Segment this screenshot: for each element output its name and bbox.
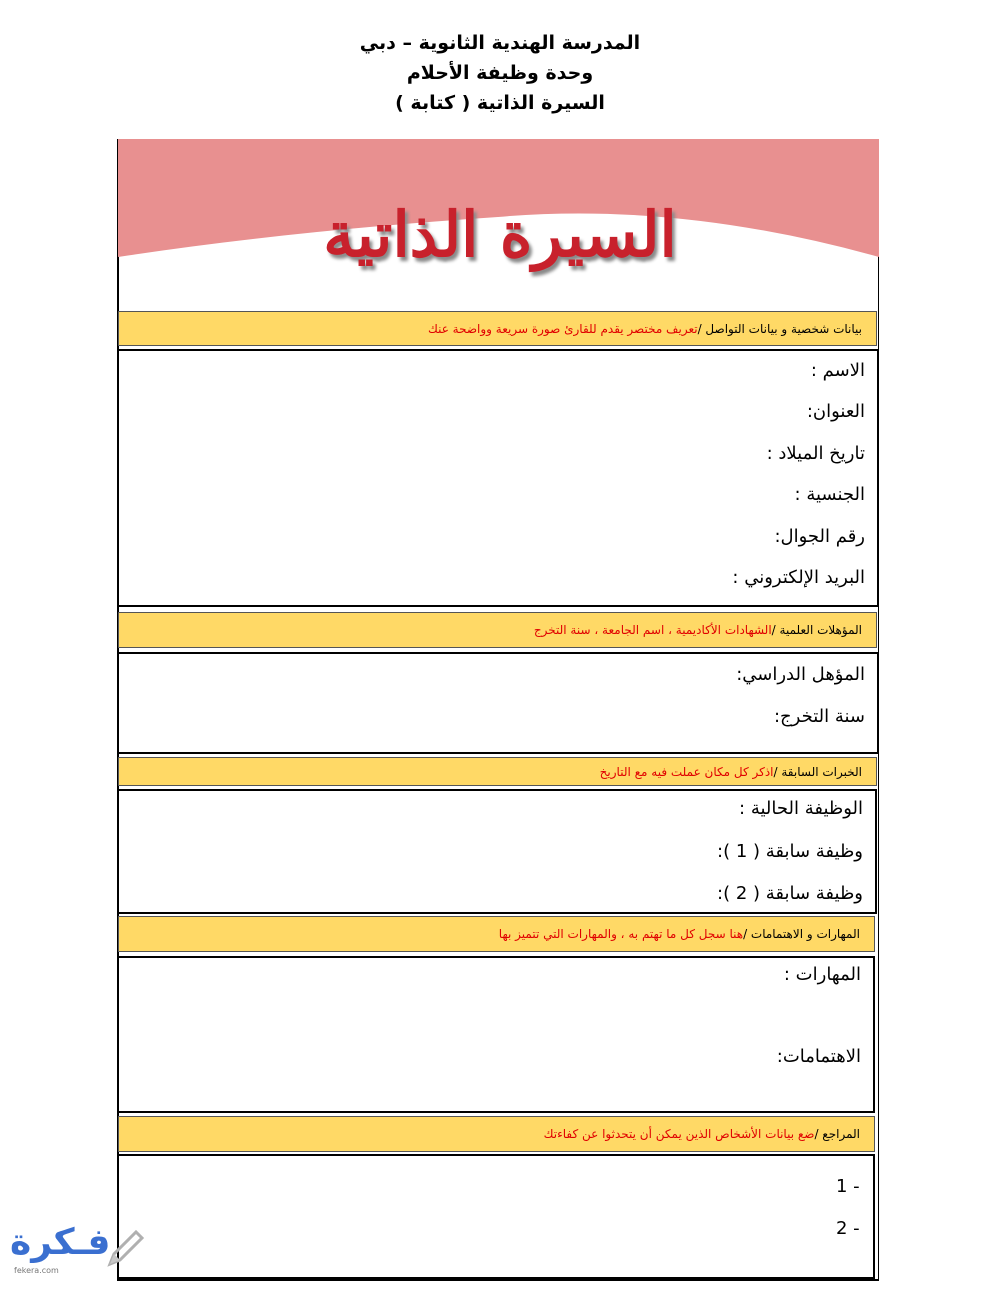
field-nationality[interactable]: الجنسية : — [794, 484, 865, 505]
site-logo — [4, 1222, 154, 1282]
section-bar-references — [118, 1116, 875, 1152]
field-interests[interactable]: الاهتمامات: — [776, 1046, 861, 1067]
field-degree[interactable]: المؤهل الدراسي: — [736, 664, 865, 685]
field-previous-job-2[interactable]: وظيفة سابقة ( 2 ): — [717, 883, 863, 904]
field-address[interactable]: العنوان: — [806, 401, 865, 422]
logo-subtext: fekera.com — [14, 1266, 59, 1275]
field-email[interactable]: البريد الإلكتروني : — [732, 567, 865, 588]
skills-box — [117, 956, 875, 1113]
banner-title: السيرة الذاتية — [323, 198, 677, 271]
section-bar-qualifications — [118, 612, 877, 648]
field-current-job[interactable]: الوظيفة الحالية : — [739, 798, 863, 819]
section-bar-personal — [118, 311, 877, 346]
section-hint: تعريف مختصر يقدم للقارئ صورة سريعة وواضحة عنك — [427, 321, 698, 336]
logo-text: فـكرة — [10, 1222, 111, 1263]
section-hint: ضع بيانات الأشخاص الذين يمكن أن يتحدثوا عن كفاءتك — [543, 1127, 815, 1141]
section-hint: الشهادات الأكاديمية ، اسم الجامعة ، سنة التخرج — [533, 623, 772, 637]
reference-item-2[interactable]: 2 - — [836, 1218, 860, 1239]
section-key: بيانات شخصية و بيانات التواصل / — [697, 321, 862, 336]
section-key: المراجع / — [814, 1127, 860, 1141]
field-skills[interactable]: المهارات : — [783, 964, 861, 985]
field-mobile[interactable]: رقم الجوال: — [774, 526, 865, 547]
section-hint: هنا سجل كل ما تهتم به ، والمهارات التي تتميز بها — [498, 927, 744, 941]
section-bar-experience — [118, 757, 877, 786]
reference-item-1[interactable]: 1 - — [836, 1176, 860, 1197]
school-name: المدرسة الهندية الثانوية – دبي — [359, 32, 641, 54]
section-key: المهارات و الاهتمامات / — [743, 927, 860, 941]
section-bar-skills — [118, 916, 875, 952]
section-hint: اذكر كل مكان عملت فيه مع التاريخ — [599, 764, 774, 779]
unit-name: وحدة وظيفة الأحلام — [406, 62, 594, 84]
section-key: المؤهلات العلمية / — [771, 623, 862, 637]
document-title: السيرة الذاتية ( كتابة ) — [395, 92, 605, 114]
document-header — [0, 28, 1000, 118]
field-birthdate[interactable]: تاريخ الميلاد : — [766, 443, 865, 464]
field-name[interactable]: الاسم : — [810, 360, 865, 381]
references-box — [117, 1154, 875, 1279]
section-key: الخبرات السابقة / — [773, 764, 862, 779]
field-previous-job-1[interactable]: وظيفة سابقة ( 1 ): — [717, 841, 863, 862]
pen-icon — [104, 1226, 148, 1270]
field-graduation-year[interactable]: سنة التخرج: — [773, 706, 865, 727]
